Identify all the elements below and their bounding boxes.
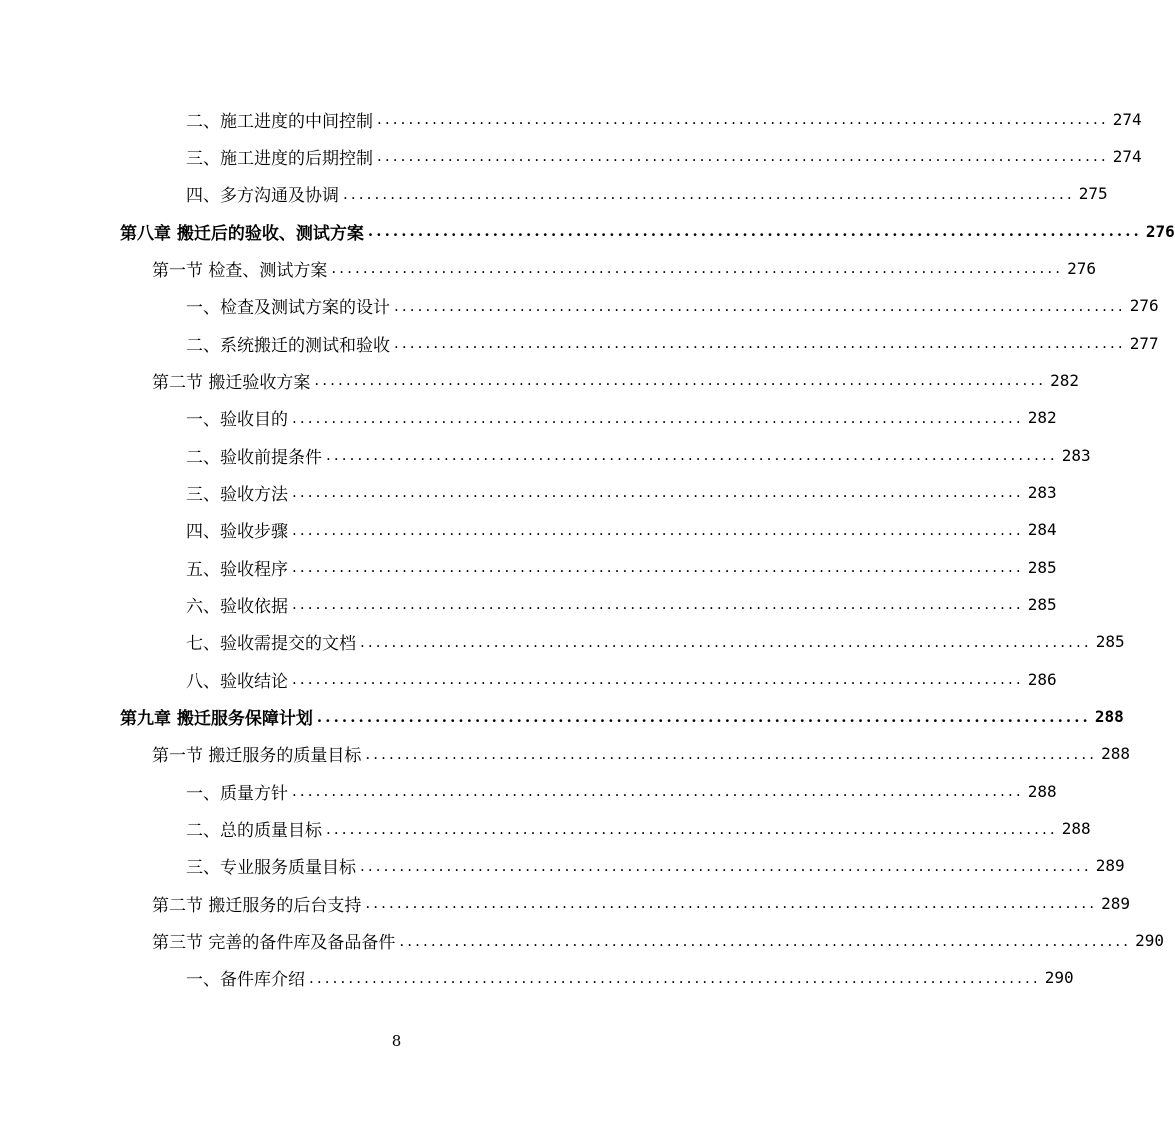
toc-entry-title: 五、验收程序 [186, 559, 288, 580]
toc-entry-line [186, 815, 1091, 843]
toc-entry-2[interactable] [0, 137, 1142, 174]
toc-entry-line [152, 366, 1080, 394]
toc-entry-line [186, 142, 1142, 170]
toc-entry-title: 三、施工进度的后期控制 [186, 148, 373, 169]
toc-entry-title: 三、专业服务质量目标 [186, 858, 356, 879]
dot-leader: ............................................................................................. [292, 408, 1024, 427]
toc-entry-page: 282 [1050, 370, 1080, 390]
dot-leader: ............................................................................................. [292, 782, 1024, 801]
toc-entry-page: 274 [1112, 109, 1142, 129]
toc-entry-page: 289 [1095, 856, 1125, 876]
toc-entry-1[interactable] [0, 100, 1142, 137]
toc-entry-line [186, 777, 1057, 805]
toc-entry-title: 第一节 检查、测试方案 [152, 260, 328, 281]
toc-entry-title: 二、系统搬迁的测试和验收 [186, 335, 390, 356]
toc-entry-line [186, 441, 1091, 469]
toc-entry-21[interactable] [0, 847, 1125, 884]
toc-entry-6[interactable] [0, 287, 1159, 324]
toc-entry-title: 六、验收依据 [186, 596, 288, 617]
toc-entry-title: 七、验收需提交的文档 [186, 634, 356, 655]
dot-leader: ............................................................................................. [377, 110, 1109, 128]
toc-entry-page: 289 [1101, 893, 1131, 913]
toc-entry-title: 二、总的质量目标 [186, 821, 322, 842]
dot-leader: ............................................................................................. [326, 819, 1058, 838]
toc-entry-18[interactable] [0, 735, 1131, 772]
toc-entry-11[interactable] [0, 473, 1057, 510]
toc-entry-16[interactable] [0, 660, 1057, 697]
toc-entry-line [120, 217, 1175, 245]
dot-leader: ............................................................................................. [292, 558, 1024, 577]
toc-entry-title: 第二节 搬迁服务的后台支持 [152, 895, 362, 916]
dot-leader: ............................................................................................. [394, 296, 1126, 315]
toc-entry-page: 285 [1027, 557, 1057, 577]
toc-entry-line [152, 254, 1097, 282]
dot-leader: ............................................................................................. [377, 147, 1109, 166]
dot-leader: ............................................................................................. [365, 894, 1098, 913]
toc-entry-page: 285 [1027, 594, 1057, 614]
page-number: 8 [391, 1032, 402, 1050]
toc-entry-line [152, 927, 1165, 955]
toc-entry-line [186, 852, 1125, 880]
toc-entry-8[interactable] [0, 361, 1080, 398]
toc-entry-page: 286 [1027, 669, 1057, 689]
toc-entry-page: 276 [1145, 221, 1175, 241]
toc-entry-3[interactable] [0, 175, 1108, 212]
toc-entry-line [186, 292, 1159, 320]
dot-leader: ............................................................................................. [360, 632, 1092, 651]
toc-entry-14[interactable] [0, 585, 1057, 622]
toc-entry-title: 第八章 搬迁后的验收、测试方案 [120, 223, 364, 244]
dot-leader: ............................................................................................. [316, 707, 1091, 726]
toc-entry-line [152, 889, 1131, 917]
toc-entry-title: 二、验收前提条件 [186, 447, 322, 468]
toc-entry-24[interactable] [0, 959, 1074, 996]
toc-entry-page: 274 [1112, 146, 1142, 166]
dot-leader: ............................................................................................. [314, 371, 1047, 390]
toc-entry-page: 283 [1061, 445, 1091, 465]
toc-entry-title: 八、验收结论 [186, 671, 288, 692]
toc-entry-5[interactable] [0, 249, 1097, 286]
toc-entry-page: 288 [1061, 819, 1091, 839]
toc-entry-page: 283 [1027, 482, 1057, 502]
toc-entry-line [186, 105, 1142, 133]
dot-leader: ............................................................................................. [326, 446, 1058, 465]
toc-entry-title: 一、检查及测试方案的设计 [186, 298, 390, 319]
toc-entry-page: 285 [1095, 632, 1125, 652]
dot-leader: ............................................................................................. [292, 595, 1024, 614]
dot-leader: ............................................................................................. [360, 856, 1092, 875]
toc-entry-line [186, 964, 1074, 992]
toc-entry-7[interactable] [0, 324, 1159, 361]
toc-entry-22[interactable] [0, 884, 1131, 921]
toc-entry-10[interactable] [0, 436, 1091, 473]
toc-entry-page: 277 [1129, 333, 1159, 353]
toc-entry-9[interactable] [0, 399, 1057, 436]
toc-entry-line [120, 703, 1124, 731]
toc-entry-line [186, 590, 1057, 618]
dot-leader: ............................................................................................. [292, 483, 1024, 502]
dot-leader: ............................................................................................. [292, 670, 1024, 689]
toc-entry-page: 284 [1027, 520, 1057, 540]
toc-entry-line [186, 516, 1057, 544]
toc-entry-title: 第一节 搬迁服务的质量目标 [152, 746, 362, 767]
toc-entry-title: 一、验收目的 [186, 410, 288, 431]
toc-entry-page: 276 [1129, 296, 1159, 316]
toc-entry-line [186, 478, 1057, 506]
toc-entry-title: 一、质量方针 [186, 783, 288, 804]
toc-entry-line [186, 180, 1108, 208]
dot-leader: ............................................................................................. [365, 744, 1098, 763]
toc-entry-page: 275 [1078, 184, 1108, 204]
table-of-contents [0, 100, 1175, 996]
toc-entry-page: 290 [1135, 931, 1165, 951]
toc-entry-page: 282 [1027, 408, 1057, 428]
toc-entry-line [152, 740, 1131, 768]
toc-entry-title: 第三节 完善的备件库及备品备件 [152, 933, 396, 954]
toc-entry-line [186, 404, 1057, 432]
toc-entry-15[interactable] [0, 623, 1125, 660]
toc-entry-line [186, 329, 1159, 357]
toc-entry-13[interactable] [0, 548, 1057, 585]
dot-leader: ............................................................................................. [399, 931, 1132, 950]
toc-entry-page: 288 [1101, 744, 1131, 764]
toc-entry-title: 一、备件库介绍 [186, 970, 305, 991]
dot-leader: ............................................................................................. [394, 334, 1126, 353]
toc-entry-page: 288 [1094, 707, 1124, 726]
toc-entry-19[interactable] [0, 772, 1057, 809]
dot-leader: ............................................................................................. [367, 222, 1142, 241]
dot-leader: ............................................................................................. [343, 184, 1075, 203]
toc-entry-line [186, 628, 1125, 656]
toc-entry-page: 288 [1027, 781, 1057, 801]
toc-entry-title: 四、多方沟通及协调 [186, 186, 339, 207]
toc-entry-4[interactable] [0, 212, 1175, 249]
toc-entry-line [186, 665, 1057, 693]
toc-entry-23[interactable] [0, 922, 1165, 959]
toc-entry-20[interactable] [0, 810, 1091, 847]
toc-entry-line [186, 553, 1057, 581]
toc-entry-title: 第九章 搬迁服务保障计划 [120, 709, 313, 729]
toc-entry-title: 三、验收方法 [186, 484, 288, 505]
toc-entry-title: 二、施工进度的中间控制 [186, 111, 373, 132]
toc-entry-page: 276 [1067, 258, 1097, 278]
toc-entry-17[interactable] [0, 698, 1124, 735]
toc-entry-title: 第二节 搬迁验收方案 [152, 372, 311, 393]
toc-entry-title: 四、验收步骤 [186, 522, 288, 543]
toc-entry-12[interactable] [0, 511, 1057, 548]
dot-leader: ............................................................................................. [331, 259, 1064, 278]
toc-entry-page: 290 [1044, 968, 1074, 988]
dot-leader: ............................................................................................. [309, 968, 1041, 987]
dot-leader: ............................................................................................. [292, 520, 1024, 539]
